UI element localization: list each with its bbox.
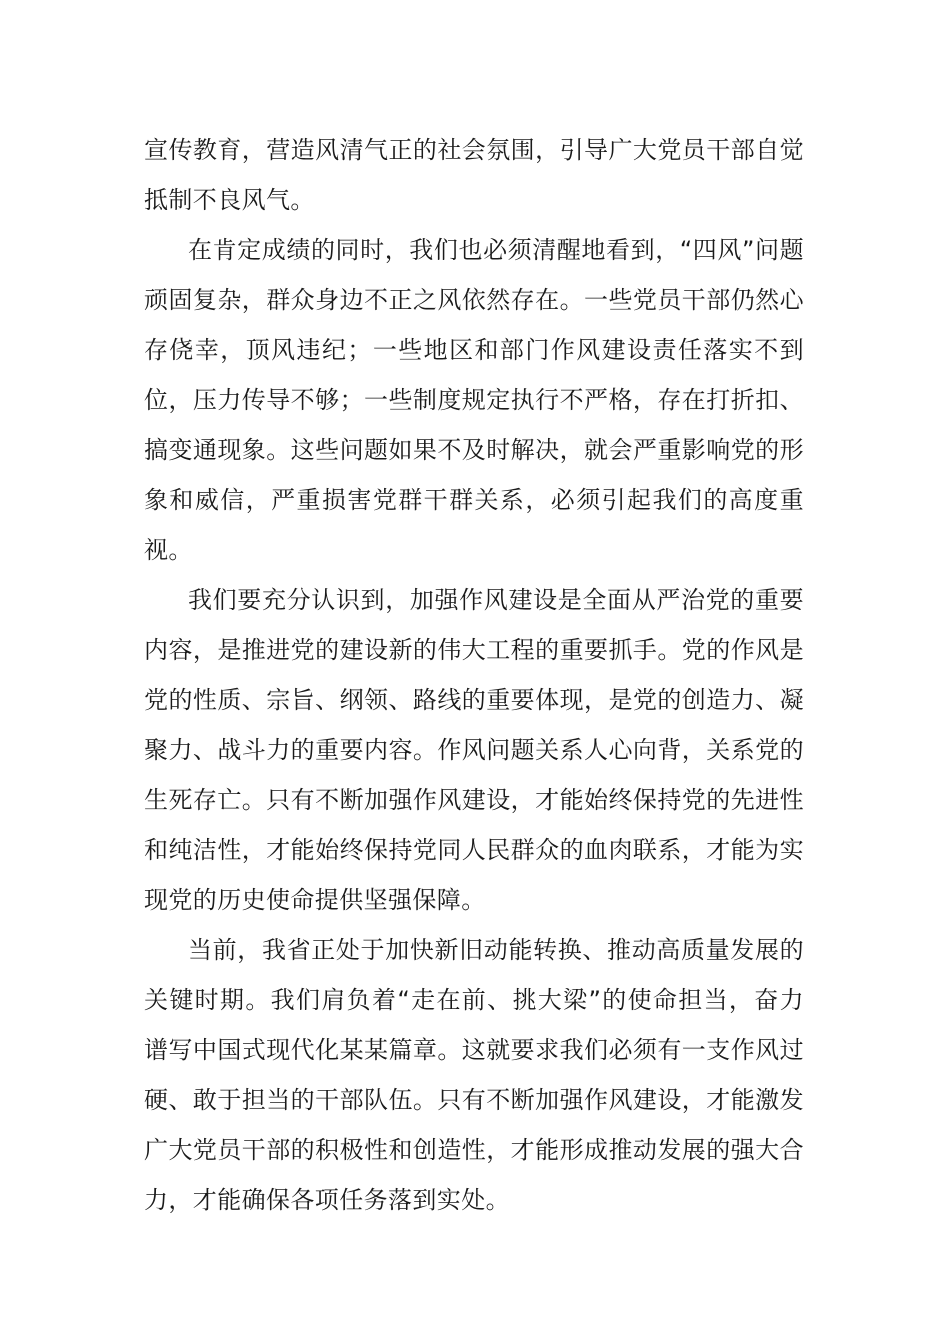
paragraph-1: 宣传教育，营造风清气正的社会氛围，引导广大党员干部自觉抵制不良风气。 bbox=[144, 136, 804, 214]
document-body bbox=[144, 125, 804, 1225]
paragraph-4: 当前，我省正处于加快新旧动能转换、推动高质量发展的关键时期。我们肩负着“走在前、挑大梁”的使命担当，奋力谱写中国式现代化某某篇章。这就要求我们必须有一支作风过硬、敢于担当的干部队伍。只有不断加强作风建设，才能激发广大党员干部的积极性和创造性，才能形成推动发展的强大合力，才能确保各项任务落到实处。 bbox=[144, 936, 804, 1214]
paragraph-2: 在肯定成绩的同时，我们也必须清醒地看到，“四风”问题顽固复杂，群众身边不正之风依然存在。一些党员干部仍然心存侥幸，顶风违纪；一些地区和部门作风建设责任落实不到位，压力传导不够；一些制度规定执行不严格，存在打折扣、搞变通现象。这些问题如果不及时解决，就会严重影响党的形象和威信，严重损害党群干群关系，必须引起我们的高度重视。 bbox=[144, 236, 804, 564]
paragraph-3: 我们要充分认识到，加强作风建设是全面从严治党的重要内容，是推进党的建设新的伟大工程的重要抓手。党的作风是党的性质、宗旨、纲领、路线的重要体现，是党的创造力、凝聚力、战斗力的重要内容。作风问题关系人心向背，关系党的生死存亡。只有不断加强作风建设，才能始终保持党的先进性和纯洁性，才能始终保持党同人民群众的血肉联系，才能为实现党的历史使命提供坚强保障。 bbox=[144, 586, 804, 914]
